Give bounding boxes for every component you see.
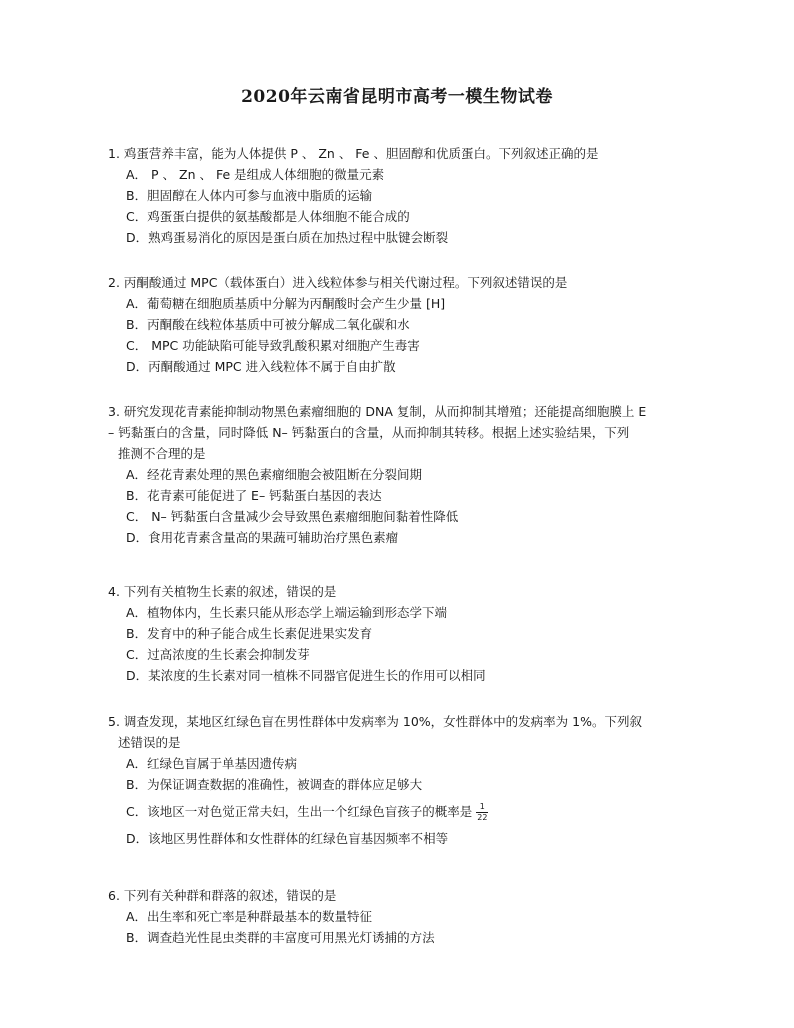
question-4 xyxy=(108,581,708,686)
question-1-stem: 1. 鸡蛋营养丰富，能为人体提供 P 、 Zn 、 Fe 、胆固醇和优质蛋白。下列叙述正确的是 xyxy=(108,146,599,161)
question-4-option-a: A．植物体内，生长素只能从形态学上端运输到形态学下端 xyxy=(126,605,448,620)
question-5-stem-line-1: 5. 调查发现，某地区红绿色盲在男性群体中发病率为 10%，女性群体中的发病率为 1%。下列叙 xyxy=(108,714,642,729)
question-4-option-c: C．过高浓度的生长素会抑制发芽 xyxy=(126,647,310,662)
question-3-option-d: D．食用花青素含量高的果蔬可辅助治疗黑色素瘤 xyxy=(126,530,399,545)
question-3-stem-line-2: – 钙黏蛋白的含量，同时降低 N– 钙黏蛋白的含量，从而抑制其转移。根据上述实验结果，下列 xyxy=(108,425,630,440)
fraction-numerator: 1 xyxy=(476,802,488,813)
question-5 xyxy=(108,711,708,849)
probability-fraction xyxy=(476,802,488,823)
question-1-option-b: B．胆固醇在人体内可参与血液中脂质的运输 xyxy=(126,188,373,203)
question-6-option-a: A．出生率和死亡率是种群最基本的数量特征 xyxy=(126,909,373,924)
question-2 xyxy=(108,272,708,377)
question-5-option-b: B．为保证调查数据的准确性，被调查的群体应足够大 xyxy=(126,777,423,792)
exam-title: 2020年云南省昆明市高考一模生物试卷 xyxy=(241,87,553,107)
question-4-option-b: B．发育中的种子能合成生长素促进果实发育 xyxy=(126,626,373,641)
question-3-option-a: A．经花青素处理的黑色素瘤细胞会被阻断在分裂间期 xyxy=(126,467,423,482)
question-1-option-c: C．鸡蛋蛋白提供的氨基酸都是人体细胞不能合成的 xyxy=(126,209,410,224)
question-3-option-b: B．花青素可能促进了 E– 钙黏蛋白基因的表达 xyxy=(126,488,382,503)
question-5-option-d: D．该地区男性群体和女性群体的红绿色盲基因频率不相等 xyxy=(126,831,449,846)
fraction-denominator: 22 xyxy=(477,813,488,822)
question-2-option-d: D．丙酮酸通过 MPC 进入线粒体不属于自由扩散 xyxy=(126,359,396,374)
question-6-option-b: B．调查趋光性昆虫类群的丰富度可用黑光灯诱捕的方法 xyxy=(126,930,435,945)
question-3-option-c: C． N– 钙黏蛋白含量减少会导致黑色素瘤细胞间黏着性降低 xyxy=(126,509,459,524)
question-5-option-c xyxy=(108,795,708,828)
question-2-option-c: C． MPC 功能缺陷可能导致乳酸积累对细胞产生毒害 xyxy=(126,338,420,353)
question-4-option-d: D．某浓度的生长素对同一植株不同器官促进生长的作用可以相同 xyxy=(126,668,486,683)
question-2-option-a: A．葡萄糖在细胞质基质中分解为丙酮酸时会产生少量 [H] xyxy=(126,296,446,311)
question-5-stem-line-2: 述错误的是 xyxy=(118,735,181,750)
question-4-stem: 4. 下列有关植物生长素的叙述，错误的是 xyxy=(108,584,337,599)
question-1-option-a: A． P 、 Zn 、 Fe 是组成人体细胞的微量元素 xyxy=(126,167,385,182)
question-2-option-b: B．丙酮酸在线粒体基质中可被分解成二氧化碳和水 xyxy=(126,317,410,332)
question-6-stem: 6. 下列有关种群和群落的叙述，错误的是 xyxy=(108,888,337,903)
question-5-option-a: A．红绿色盲属于单基因遗传病 xyxy=(126,756,298,771)
question-5-option-c-text: C．该地区一对色觉正常夫妇，生出一个红绿色盲孩子的概率是 xyxy=(126,804,473,819)
question-3-stem-line-1: 3. 研究发现花青素能抑制动物黑色素瘤细胞的 DNA 复制，从而抑制其增殖；还能提高细胞膜上 E xyxy=(108,404,647,419)
question-3-stem-line-3: 推测不合理的是 xyxy=(118,446,206,461)
question-1-option-d: D．熟鸡蛋易消化的原因是蛋白质在加热过程中肽键会断裂 xyxy=(126,230,449,245)
question-6 xyxy=(108,885,708,948)
question-1 xyxy=(108,143,708,248)
question-3 xyxy=(108,401,708,548)
question-2-stem: 2. 丙酮酸通过 MPC（载体蛋白）进入线粒体参与相关代谢过程。下列叙述错误的是 xyxy=(108,275,568,290)
